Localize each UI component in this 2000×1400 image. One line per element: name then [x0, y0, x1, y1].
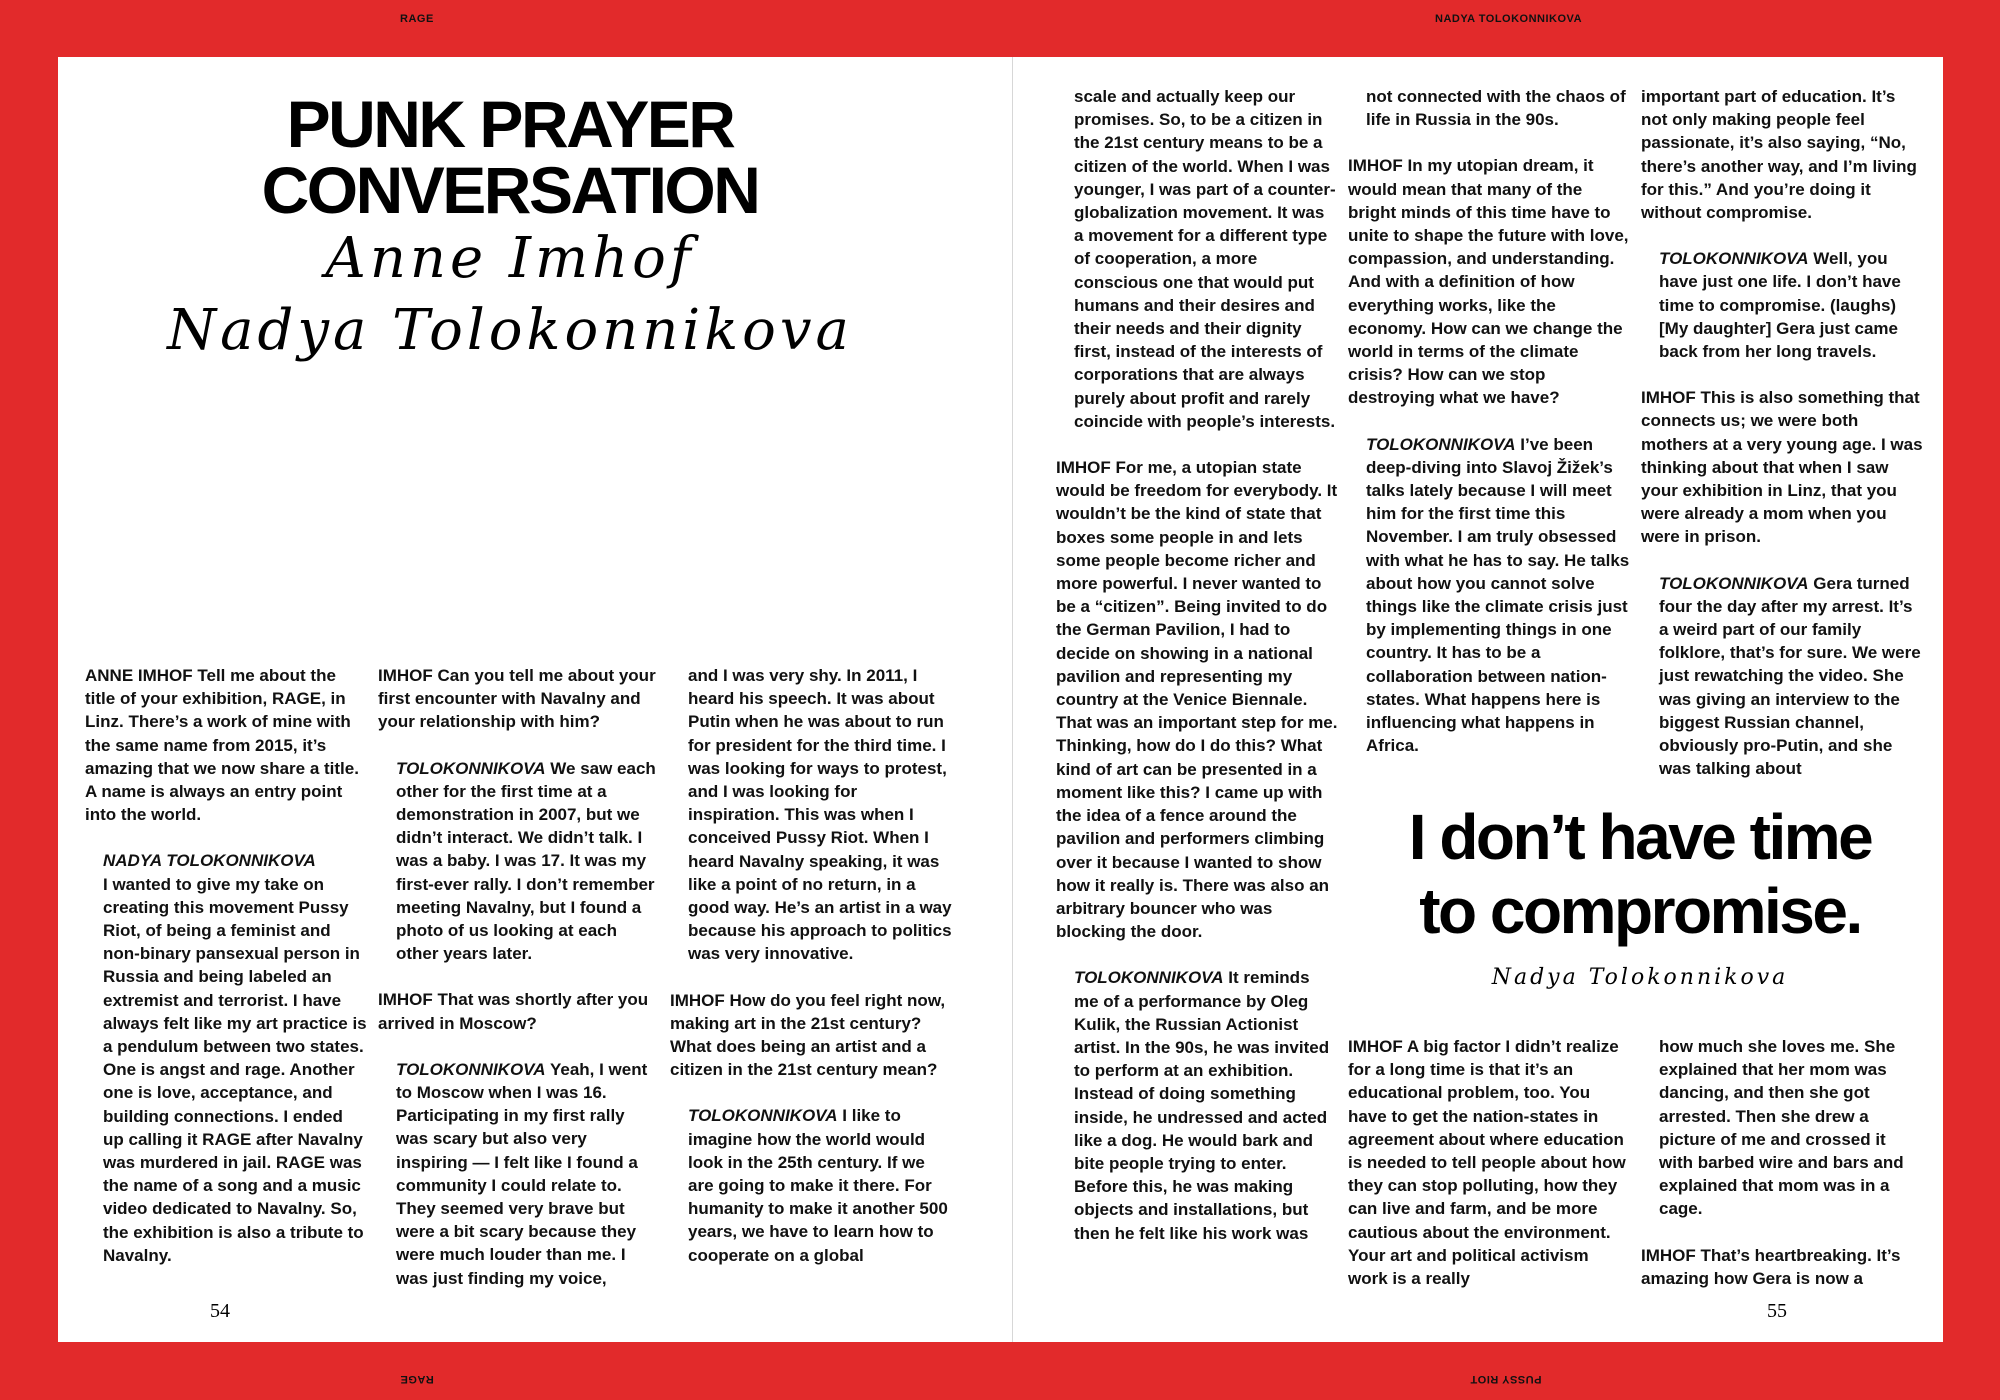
paragraph: IMHOF That’s heartbreaking. It’s amazing how Gera is now a — [1641, 1245, 1901, 1288]
paragraph: ANNE IMHOF Tell me about the title of your exhibition, RAGE, in Linz. There’s a work of mine with the same name from 2015, it’s amazing that we now share a title. A name is always an entry point into the world. — [85, 666, 359, 825]
text-column-8 — [1641, 1035, 1923, 1313]
paragraph: and I was very shy. In 2011, I heard his speech. It was about Putin when he was about to run for president for the third time. I was looking for ways to protest, and I was looking for inspiration. This was when I conceived Pussy Riot. When I heard Navalny speaking, it was like a point of no return, in a good way. He’s an artist in a way because his approach to politics was very innovative. — [688, 666, 952, 964]
speaker-label: TOLOKONNIKOVA — [1659, 573, 1809, 593]
pull-quote-attribution: Nadya Tolokonnikova — [1491, 965, 1789, 990]
paragraph: TOLOKONNIKOVA It reminds me of a performance by Oleg Kulik, the Russian Actionist artist. In the 90s, he was invited to perform at an exhibition. Instead of doing something inside, he undressed and acted like a dog. He would bark and bite people trying to enter. Before this, he was making objects and installations, but then he felt like his work was — [1074, 968, 1330, 1243]
paragraph: TOLOKONNIKOVA We saw each other for the first time at a demonstration in 2007, but we didn’t interact. We didn’t talk. I was a baby. I was 17. It was my first-ever rally. I don’t remember meeting Navalny, but I found a photo of us looking at each other years later. — [396, 758, 656, 964]
text-column-7 — [1348, 1035, 1630, 1313]
paragraph: important part of education. It’s not only making people feel passionate, it’s also saying, “No, there’s another way, and I’m living for this.” And you’re doing it without compromise. — [1641, 87, 1917, 223]
paragraph: TOLOKONNIKOVA Well, you have just one life. I don’t have time to compromise. (laughs) [My daughter] Gera just came back from her long travels. — [1659, 249, 1901, 362]
paragraph: not connected with the chaos of life in Russia in the 90s. — [1366, 87, 1626, 130]
paragraph: TOLOKONNIKOVA Yeah, I went to Moscow when I was 16. Participating in my first rally was scary but also very inspiring — I felt like I found a community I could relate to. They seemed very brave but were a bit scary because they were much louder than me. I was just finding my voice, — [396, 1059, 648, 1288]
speaker-label: TOLOKONNIKOVA — [1074, 968, 1224, 988]
running-head-top-left: RAGE — [400, 13, 434, 25]
article-title — [200, 87, 820, 227]
paragraph: TOLOKONNIKOVA Gera turned four the day after my arrest. It’s a weird part of our family folklore, that’s for sure. We were just rewatching the video. She was giving an interview to the biggest Russian channel, obviously pro-Putin, and she was talking about — [1659, 573, 1921, 779]
spine-gutter — [1012, 57, 1013, 1342]
text-column-2 — [378, 664, 660, 1313]
running-head-bottom-left: RAGE — [400, 1373, 434, 1385]
page-number-left: 54 — [210, 1300, 230, 1322]
pull-quote-line-2: to compromise. — [1419, 875, 1861, 947]
paragraph: IMHOF How do you feel right now, making art in the 21st century? What does being an artist and a citizen in the 21st century mean? — [670, 990, 946, 1080]
byline-author-1: Anne Imhof — [325, 226, 695, 291]
speaker-label: TOLOKONNIKOVA — [1366, 434, 1516, 454]
speaker-label: TOLOKONNIKOVA — [396, 1059, 546, 1079]
paragraph: IMHOF That was shortly after you arrived in Moscow? — [378, 990, 649, 1033]
pull-quote-line-1: I don’t have time — [1408, 801, 1872, 873]
speaker-label: TOLOKONNIKOVA — [1659, 249, 1809, 269]
speaker-label: TOLOKONNIKOVA — [396, 758, 546, 778]
title-line-2: CONVERSATION — [261, 153, 759, 227]
paragraph: IMHOF This is also something that connects us; we were both mothers at a very young age. I was thinking about that when I saw your exhibition in Linz, that you were already a mom when you were in prison. — [1641, 388, 1923, 547]
running-head-bottom-right: PUSSY RIOT — [1470, 1373, 1542, 1385]
text-column-1 — [85, 664, 367, 1290]
title-line-1: PUNK PRAYER — [286, 87, 734, 161]
speaker-label: NADYA TOLOKONNIKOVA — [103, 851, 316, 871]
paragraph: scale and actually keep our promises. So, to be a citizen in the 21st century means to be a citizen of the world. When I was younger, I was part of a counter-globalization movement. It was a movement for a different type of cooperation, a more conscious one that would put humans and their desires and their needs and their dignity first, instead of the interests of corporations that are always purely about profit and rarely coincide with people’s interests. — [1074, 87, 1336, 431]
running-head-top-right: NADYA TOLOKONNIKOVA — [1435, 13, 1583, 25]
paragraph: IMHOF For me, a utopian state would be freedom for everybody. It wouldn’t be the kind of state that boxes some people in and lets some people become richer and more powerful. I never wanted to be a “citizen”. Being invited to do the German Pavilion, I had to decide on showing in a national pavilion and representing my country at the Venice Biennale. That was an important step for me. Thinking, how do I do this? What kind of art can be presented in a moment like this? I came up with the idea of a fence around the pavilion and performers climbing over it because I wanted to show how it really is. There was also an arbitrary bouncer who was blocking the door. — [1056, 458, 1338, 942]
paragraph: IMHOF Can you tell me about your first encounter with Navalny and your relationship with him? — [378, 666, 656, 732]
paragraph: TOLOKONNIKOVA I’ve been deep-diving into Slavoj Žižek’s talks lately because I will meet him for the first time this November. I am truly obsessed with what he has to say. He talks about how you cannot solve things like the climate crisis just by implementing things in one country. It has to be a collaboration between nation-states. What happens here is influencing what happens in Africa. — [1366, 434, 1630, 756]
paragraph: NADYA TOLOKONNIKOVA I wanted to give my take on creating this movement Pussy Riot, of being a feminist and non-binary pansexual person in Russia and being labeled an extremist and terrorist. I have always felt like my art practice is a pendulum between two states. One is angst and rage. Another one is love, acceptance, and building connections. I ended up calling it RAGE after Navalny was murdered in jail. RAGE was the name of a song and a music video dedicated to Navalny. So, the exhibition is also a tribute to Navalny. — [103, 851, 367, 1265]
page-number-right: 55 — [1767, 1300, 1787, 1322]
paragraph: IMHOF A big factor I didn’t realize for a long time is that it’s an educational problem, too. You have to get the nation-states in agreement about where education is needed to tell people about how they can stop polluting, how they can live and farm, and be more cautious about the environment. Your art and political activism work is a really — [1348, 1037, 1626, 1289]
paragraph: how much she loves me. She explained that her mom was dancing, and then she got arrested. Then she drew a picture of me and crossed it with barbed wire and bars and explained that mom was in a cage. — [1659, 1037, 1904, 1219]
byline-author-2: Nadya Tolokonnikova — [167, 298, 853, 363]
text-column-5 — [1348, 85, 1630, 780]
pull-quote — [1350, 800, 1930, 948]
paragraph: IMHOF In my utopian dream, it would mean that many of the bright minds of this time have to unite to shape the future with love, compassion, and understanding. And with a definition of how everything works, like the economy. How can we change the world in terms of the climate crisis? How can we stop destroying what we have? — [1348, 156, 1629, 408]
paragraph: TOLOKONNIKOVA I like to imagine how the world would look in the 25th century. If we are going to make it there. For humanity to make it another 500 years, we have to learn how to cooperate on a global — [688, 1106, 948, 1265]
text-column-6 — [1641, 85, 1923, 803]
speaker-label: TOLOKONNIKOVA — [688, 1106, 838, 1126]
text-column-3 — [670, 664, 952, 1290]
text-column-4 — [1056, 85, 1338, 1268]
